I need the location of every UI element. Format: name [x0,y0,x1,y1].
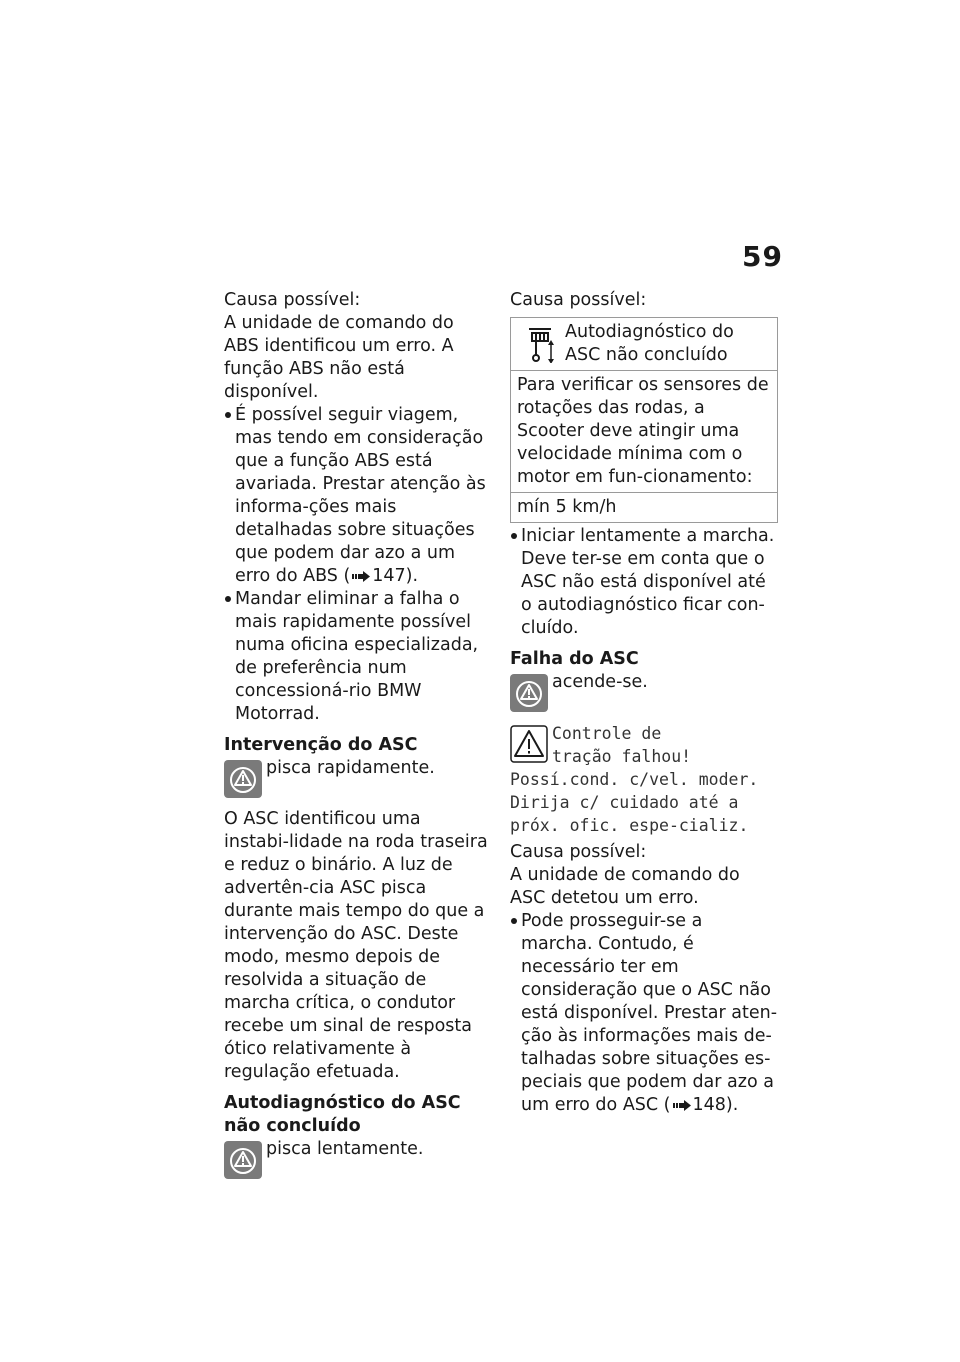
table-header-cell [511,318,778,371]
left-column [224,289,490,1179]
asc-warning-icon [510,674,548,712]
warning-light-text: acende-se. [552,672,648,692]
speed-sensor-icon [523,325,557,363]
bullet-item: Pode prosseguir-se a marcha. Contudo, é necessário ter em consideração que o ASC não está disponível. Prestar aten-ção às informações mais de-talhadas sobre situações es-peciais que podem dar azo a um erro do ASC ( 148). [510,910,778,1117]
general-warning-icon [510,725,548,763]
page-number: 59 [742,240,783,273]
cause-label: Causa possível: [510,290,647,310]
warning-light-row [510,671,778,712]
paragraph: O ASC identificou uma instabi-lidade na roda traseira e reduz o binário. A luz de advertên-cia ASC pisca durante mais tempo do que a intervenção do ASC. Deste modo, mesmo depois de resolvida a situação de marcha crítica, o condutor recebe um sinal de resposta ótico relativamente à regulação efetuada. [224,809,488,1082]
cause-text: A unidade de comando do ABS identificou um erro. A função ABS não está disponível. [224,313,454,402]
warning-light-text: pisca lentamente. [266,1139,424,1159]
asc-warning-icon [224,760,262,798]
section-heading: Falha do ASC [510,649,639,669]
table-body-cell: Para verificar os sensores de rotações das rodas, a Scooter deve atingir uma velocidade mínima com o motor em fun-cionamento: [511,371,778,493]
display-message-row [510,722,778,768]
bullet-item: É possível seguir viagem, mas tendo em consideração que a função ABS está avariada. Prestar atenção às informa-ções mais detalhadas sobre situações que podem dar azo a um erro do ABS ( 147). [224,404,490,588]
cause-label: Causa possível: [224,290,361,310]
display-message-text: Possí.cond. c/vel. moder. Dirija c/ cuidado até a próx. ofic. espe-cializ. [510,770,759,835]
right-column [510,289,778,1117]
page-reference-arrow-icon [352,571,370,582]
bullet-item: Iniciar lentamente a marcha. Deve ter-se em conta que o ASC não está disponível até o autodiagnóstico ficar con-cluído. [510,525,778,640]
cause-label: Causa possível: [510,842,647,862]
warning-light-text: pisca rapidamente. [266,758,435,778]
section-heading: Autodiagnóstico do ASC não concluído [224,1093,461,1136]
asc-warning-icon [224,1141,262,1179]
table-value-cell: mín 5 km/h [511,493,778,523]
warning-light-row [224,1138,490,1179]
page-reference-arrow-icon [673,1100,691,1111]
bullet-item: Mandar eliminar a falha o mais rapidamente possível numa oficina especializada, de preferência num concessioná-rio BMW Motorrad. [224,588,490,726]
page-ref[interactable]: 148). [692,1095,739,1115]
page-ref[interactable]: 147). [372,566,419,586]
table-header-text: Autodiagnóstico do ASC não concluído [565,322,734,365]
cause-text: A unidade de comando do ASC detetou um erro. [510,865,740,908]
self-diagnosis-table [510,317,778,523]
warning-light-row [224,757,490,798]
section-heading: Intervenção do ASC [224,735,418,755]
display-message-head: Controle de tração falhou! [552,724,692,766]
